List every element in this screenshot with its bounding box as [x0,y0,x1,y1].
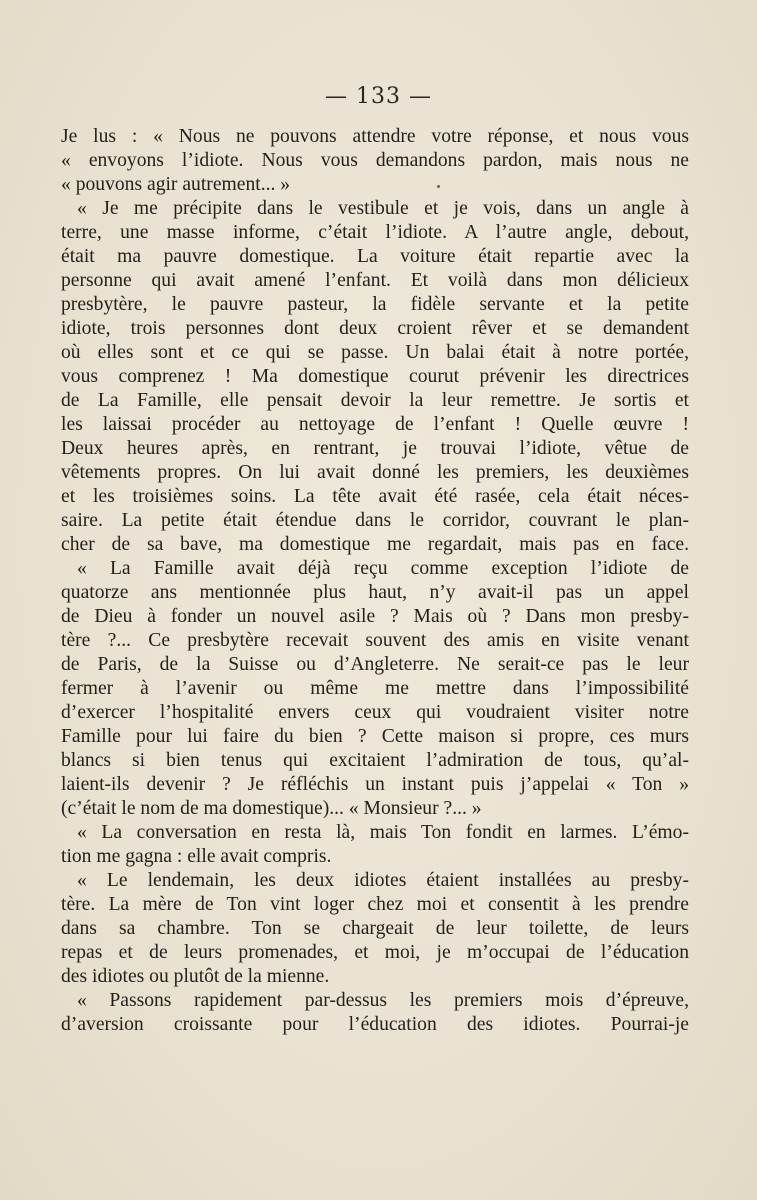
text-line: blancs si bien tenus qui excitaient l’admiration de tous, qu’al- [61,750,689,771]
text-line: vous comprenez ! Ma domestique courut prévenir les directrices [61,366,689,387]
text-line: cher de sa bave, ma domestique me regardait, mais pas en face. [61,534,689,555]
text-line: « Je me précipite dans le vestibule et je vois, dans un angle à [77,198,689,219]
text-line: Deux heures après, en rentrant, je trouvai l’idiote, vêtue de [61,438,689,459]
text-line: dans sa chambre. Ton se chargeait de leur toilette, de leurs [61,918,689,939]
text-line: Je lus : « Nous ne pouvons attendre votre réponse, et nous vous [61,126,689,147]
text-line: tère ?... Ce presbytère recevait souvent des amis en visite venant [61,630,689,651]
text-line: (c’était le nom de ma domestique)... « Monsieur ?... » [61,798,482,819]
text-line: de Dieu à fonder un nouvel asile ? Mais où ? Dans mon presby- [61,606,689,627]
text-line: les laissai procéder au nettoyage de l’enfant ! Quelle œuvre ! [61,414,689,435]
text-line: « Le lendemain, les deux idiotes étaient installées au presby- [77,870,689,891]
text-line: terre, une masse informe, c’était l’idiote. A l’autre angle, debout, [61,222,689,243]
text-line: presbytère, le pauvre pasteur, la fidèle servante et la petite [61,294,689,315]
body-text [61,125,689,1037]
text-line: était ma pauvre domestique. La voiture était repartie avec la [61,246,689,267]
text-line: de Paris, de la Suisse ou d’Angleterre. Ne serait-ce pas le leur [61,654,689,675]
ink-speck [437,185,440,188]
text-line: et les troisièmes soins. La tête avait été rasée, cela était néces- [61,486,689,507]
text-line: d’exercer l’hospitalité envers ceux qui voudraient visiter notre [61,702,689,723]
text-line: où elles sont et ce qui se passe. Un balai était à notre portée, [61,342,689,363]
text-line: « pouvons agir autrement... » [61,174,291,195]
text-line: repas et de leurs promenades, et moi, je m’occupai de l’éducation [61,942,689,963]
text-line: vêtements propres. On lui avait donné les premiers, les deuxièmes [61,462,689,483]
text-line: idiote, trois personnes dont deux croient rêver et se demandent [61,318,689,339]
text-line: personne qui avait amené l’enfant. Et voilà dans mon délicieux [61,270,689,291]
text-line: « Passons rapidement par-dessus les premiers mois d’épreuve, [77,990,689,1011]
text-line: fermer à l’avenir ou même me mettre dans l’impossibilité [61,678,689,699]
text-line: « envoyons l’idiote. Nous vous demandons pardon, mais nous ne [61,150,689,171]
text-line: tère. La mère de Ton vint loger chez moi et consentit à les prendre [61,894,689,915]
page-number: — 133 — [325,84,432,109]
text-line: de La Famille, elle pensait devoir la leur remettre. Je sortis et [61,390,689,411]
text-line: d’aversion croissante pour l’éducation des idiotes. Pourrai-je [61,1014,689,1035]
text-line: Famille pour lui faire du bien ? Cette maison si propre, ces murs [61,726,689,747]
text-line: quatorze ans mentionnée plus haut, n’y avait-il pas un appel [61,582,689,603]
text-line: saire. La petite était étendue dans le corridor, couvrant le plan- [61,510,689,531]
text-line: laient-ils devenir ? Je réfléchis un instant puis j’appelai « Ton » [61,774,689,795]
text-line: « La Famille avait déjà reçu comme exception l’idiote de [77,558,689,579]
text-line: tion me gagna : elle avait compris. [61,846,332,867]
text-line: des idiotes ou plutôt de la mienne. [61,966,330,987]
text-line: « La conversation en resta là, mais Ton fondit en larmes. L’émo- [77,822,689,843]
